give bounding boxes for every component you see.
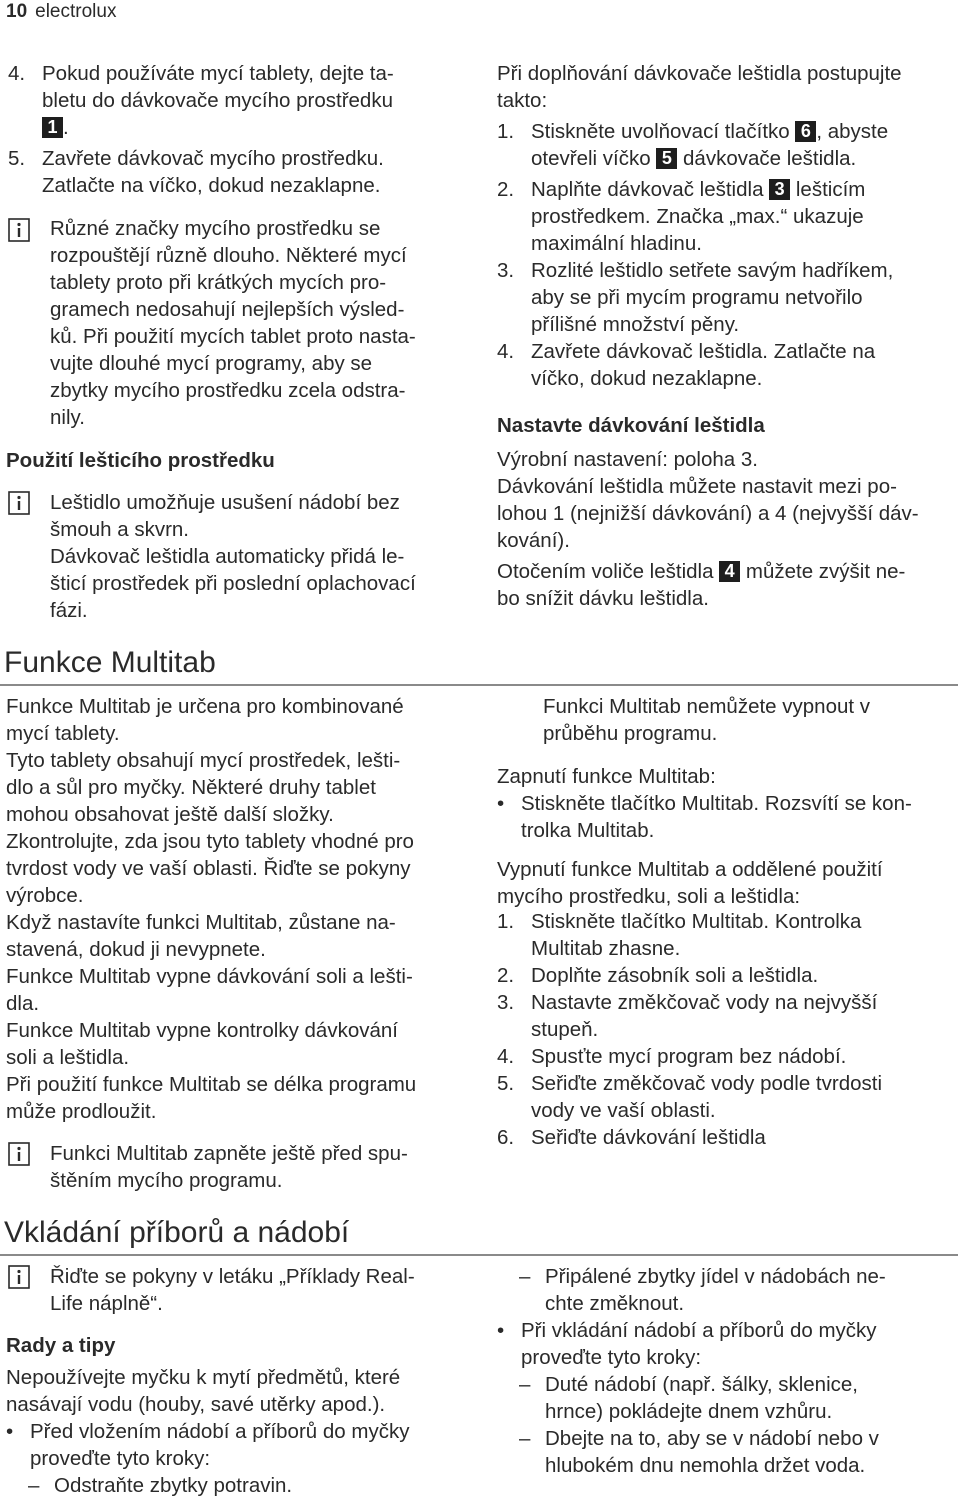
section-heading-rinse-aid: Použití lešticího prostředku: [6, 449, 275, 472]
part-badge: 5: [656, 148, 677, 169]
step-4: [8, 60, 473, 141]
info-note-rinse-aid: [50, 489, 475, 624]
info-line: Leštidlo umožňuje usušení nádobí bez: [50, 491, 400, 514]
step-text-line: víčko, dokud nezaklapne.: [531, 367, 763, 390]
body-line: Funkce Multitab je určena pro kombinované: [6, 695, 404, 718]
info-line: nily.: [50, 406, 85, 429]
tips-bullet-2: [497, 1317, 957, 1371]
refill-step-4: [497, 338, 957, 392]
dash-mark: –: [519, 1427, 531, 1450]
step-5: [8, 145, 473, 199]
part-badge: 1: [42, 117, 63, 138]
info-line: Řiďte se pokyny v letáku „Příklady Real-: [50, 1265, 415, 1288]
left-top-column: [8, 60, 473, 199]
step-text: lešticím: [790, 178, 866, 201]
dosage-line: lohou 1 (nejnižší dávkování) a 4 (nejvyšší dáv-: [497, 502, 919, 525]
body-line: soli a leštidla.: [6, 1046, 130, 1069]
step-text-end: .: [63, 116, 69, 139]
multitab-on-bullet: [497, 790, 957, 844]
off-step-1: [497, 908, 957, 962]
info-icon: [8, 218, 30, 242]
info-icon: [8, 491, 30, 515]
bullet-line: Před vložením nádobí a příborů do myčky: [30, 1420, 410, 1443]
step-text-line: Zatlačte na víčko, dokud nezaklapne.: [42, 174, 381, 197]
dosage-text: [497, 446, 957, 612]
step-number: 5.: [8, 147, 26, 170]
info-line: vujte dlouhé mycí programy, aby se: [50, 352, 373, 375]
body-line: mycí tablety.: [6, 722, 120, 745]
step-number: 5.: [497, 1072, 515, 1095]
body-line: stavená, dokud ji nevypnete.: [6, 938, 266, 961]
info-note-multitab: [50, 1140, 475, 1194]
body-line: mohou obsahovat ještě další složky.: [6, 803, 334, 826]
step-text-line: maximální hladinu.: [531, 232, 702, 255]
step-number: 2.: [497, 178, 515, 201]
section-title-multitab: Funkce Multitab: [4, 646, 216, 679]
knob-text: Otočením voliče leštidla: [497, 560, 720, 583]
body-line: nasávají vodu (houby, savé utěrky apod.).: [6, 1393, 386, 1416]
step-text-line: Zavřete dávkovač mycího prostředku.: [42, 147, 384, 170]
tips-dash-1: [6, 1472, 476, 1499]
step-number: 4.: [497, 1045, 515, 1068]
page-number: 10: [6, 1, 28, 22]
dash-line: chte změknout.: [545, 1292, 685, 1315]
info-line: Různé značky mycího prostředku se: [50, 217, 381, 240]
step-number: 2.: [497, 964, 515, 987]
multitab-description: [6, 693, 476, 1125]
info-line: fázi.: [50, 599, 88, 622]
knob-text: můžete zvýšit ne-: [740, 560, 906, 583]
section-heading-dosage: Nastavte dávkování leštidla: [497, 414, 765, 437]
step-text: otevřeli víčko: [531, 147, 657, 170]
step-text: Stiskněte uvolňovací tlačítko: [531, 120, 796, 143]
bullet-line: proveďte tyto kroky:: [30, 1447, 211, 1470]
step-text: Naplňte dávkovač leštidla: [531, 178, 770, 201]
note-line: průběhu programu.: [543, 722, 718, 745]
brand-name: electrolux: [35, 1, 117, 22]
info-line: zbytky mycího prostředku zcela odstra-: [50, 379, 406, 402]
body-line: dla.: [6, 992, 40, 1015]
dash-line: Připálené zbytky jídel v nádobách ne-: [545, 1265, 886, 1288]
tips-dash-4: [497, 1425, 957, 1479]
subheading-tips: Rady a tipy: [6, 1334, 116, 1357]
dash-line: hrnce) pokládejte dnem vzhůru.: [545, 1400, 833, 1423]
info-line: šmouh a skvrn.: [50, 518, 189, 541]
info-line: štěním mycího programu.: [50, 1169, 283, 1192]
multitab-off-steps: [497, 908, 957, 1151]
off-step-2: [497, 962, 957, 989]
off-step-4: [497, 1043, 957, 1070]
part-badge: 3: [769, 179, 790, 200]
subheading-multitab-off: [497, 856, 957, 910]
body-line: Funkce Multitab vypne dávkování soli a lešti-: [6, 965, 413, 988]
bullet-line: trolka Multitab.: [521, 819, 655, 842]
step-text-line: bletu do dávkovače mycího prostředku: [42, 89, 393, 112]
tips-dash-2: [497, 1263, 957, 1317]
body-line: může prodloužit.: [6, 1100, 157, 1123]
dash-line: Duté nádobí (např. šálky, sklenice,: [545, 1373, 858, 1396]
step-text-line: stupeň.: [531, 1018, 599, 1041]
step-text-line: Seřiďte změkčovač vody podle tvrdosti: [531, 1072, 883, 1095]
step-number: 3.: [497, 991, 515, 1014]
dash-line: hlubokém dnu nemohla držet voda.: [545, 1454, 866, 1477]
dash-mark: –: [28, 1474, 40, 1497]
section-divider: [0, 684, 958, 686]
dosage-line: Výrobní nastavení: poloha 3.: [497, 448, 758, 471]
multitab-note: [543, 693, 958, 747]
info-line: šticí prostředek při poslední oplachovací: [50, 572, 416, 595]
step-text-line: aby se při mycím programu netvořilo: [531, 286, 863, 309]
body-line: Při použití funkce Multitab se délka programu: [6, 1073, 417, 1096]
part-badge: 6: [795, 121, 816, 142]
bullet-mark: •: [497, 1319, 505, 1342]
intro-line: takto:: [497, 89, 548, 112]
step-text-line: prostředkem. Značka „max.“ ukazuje: [531, 205, 864, 228]
step-text: , abyste: [816, 120, 889, 143]
step-number: 4.: [497, 340, 515, 363]
dosage-line: Dávkování leštidla můžete nastavit mezi po-: [497, 475, 897, 498]
dash-mark: –: [519, 1265, 531, 1288]
step-text-line: Spusťte mycí program bez nádobí.: [531, 1045, 847, 1068]
page-header: [6, 0, 116, 24]
body-line: Nepoužívejte myčku k mytí předmětů, které: [6, 1366, 401, 1389]
step-text-line: vody ve vaší oblasti.: [531, 1099, 716, 1122]
step-text: dávkovače leštidla.: [677, 147, 857, 170]
step-text-line: Seřiďte dávkování leštidla: [531, 1126, 766, 1149]
info-note-reallife: [50, 1263, 475, 1317]
info-line: Funkci Multitab zapněte ještě před spu-: [50, 1142, 408, 1165]
part-badge: 4: [719, 561, 740, 582]
note-line: Funkci Multitab nemůžete vypnout v: [543, 695, 871, 718]
body-line: tvrdost vody ve vaší oblasti. Řiďte se pokyny: [6, 857, 411, 880]
info-icon: [8, 1265, 30, 1289]
dash-line: Dbejte na to, aby se v nádobí nebo v: [545, 1427, 879, 1450]
bullet-mark: •: [6, 1420, 14, 1443]
body-line: Funkce Multitab vypne kontrolky dávkování: [6, 1019, 398, 1042]
dosage-line: kování).: [497, 529, 570, 552]
info-line: tablety proto při krátkých mycích pro-: [50, 271, 387, 294]
tips-body: [6, 1364, 476, 1499]
intro-line: Při doplňování dávkovače leštidla postupujte: [497, 62, 902, 85]
subheading-multitab-on: Zapnutí funkce Multitab:: [497, 765, 716, 788]
step-text-line: Rozlité leštidlo setřete savým hadříkem,: [531, 259, 894, 282]
off-step-3: [497, 989, 957, 1043]
refill-step-1: [497, 118, 957, 172]
body-line: Zkontrolujte, zda jsou tyto tablety vhodné pro: [6, 830, 414, 853]
tips-dash-3: [497, 1371, 957, 1425]
step-number: 4.: [8, 62, 26, 85]
body-line: výrobce.: [6, 884, 84, 907]
refill-step-3: [497, 257, 957, 338]
step-text-line: Stiskněte tlačítko Multitab. Kontrolka: [531, 910, 862, 933]
right-top-column: [497, 60, 957, 392]
subheading-line: Vypnutí funkce Multitab a oddělené použití: [497, 858, 883, 881]
step-text-line: Multitab zhasne.: [531, 937, 681, 960]
info-line: Life náplně“.: [50, 1292, 163, 1315]
info-line: rozpouštějí různě dlouho. Některé mycí: [50, 244, 407, 267]
info-line: Dávkovač leštidla automaticky přidá le-: [50, 545, 405, 568]
bullet-line: Při vkládání nádobí a příborů do myčky: [521, 1319, 877, 1342]
info-line: ků. Při použití mycích tablet proto nasta-: [50, 325, 416, 348]
body-line: Tyto tablety obsahují mycí prostředek, lešti-: [6, 749, 401, 772]
knob-text-line: bo snížit dávku leštidla.: [497, 587, 709, 610]
off-step-6: [497, 1124, 957, 1151]
section-divider: [0, 1254, 958, 1256]
dash-mark: –: [519, 1373, 531, 1396]
step-text-line: Pokud používáte mycí tablety, dejte ta-: [42, 62, 394, 85]
subheading-line: mycího prostředku, soli a leštidla:: [497, 885, 801, 908]
bullet-line: Stiskněte tlačítko Multitab. Rozsvítí se kon-: [521, 792, 912, 815]
section-title-loading: Vkládání příborů a nádobí: [4, 1216, 350, 1249]
step-text-line: Zavřete dávkovač leštidla. Zatlačte na: [531, 340, 876, 363]
bullet-mark: •: [497, 792, 505, 815]
tips-right-column: [497, 1263, 957, 1479]
bullet-line: proveďte tyto kroky:: [521, 1346, 702, 1369]
off-step-5: [497, 1070, 957, 1124]
dash-line: Odstraňte zbytky potravin.: [54, 1474, 293, 1497]
step-number: 6.: [497, 1126, 515, 1149]
body-line: dlo a sůl pro myčky. Některé druhy tablet: [6, 776, 376, 799]
info-line: gramech nedosahují nejlepších výsled-: [50, 298, 405, 321]
step-text-line: přílišné množství pěny.: [531, 313, 740, 336]
step-number: 3.: [497, 259, 515, 282]
step-text-line: Nastavte změkčovač vody na nejvyšší: [531, 991, 878, 1014]
step-text-line: Doplňte zásobník soli a leštidla.: [531, 964, 819, 987]
tips-bullet-1: [6, 1418, 476, 1472]
step-number: 1.: [497, 120, 515, 143]
info-icon: [8, 1142, 30, 1166]
info-note-dissolve: [50, 215, 475, 431]
body-line: Když nastavíte funkci Multitab, zůstane na-: [6, 911, 396, 934]
step-number: 1.: [497, 910, 515, 933]
refill-step-2: [497, 176, 957, 257]
